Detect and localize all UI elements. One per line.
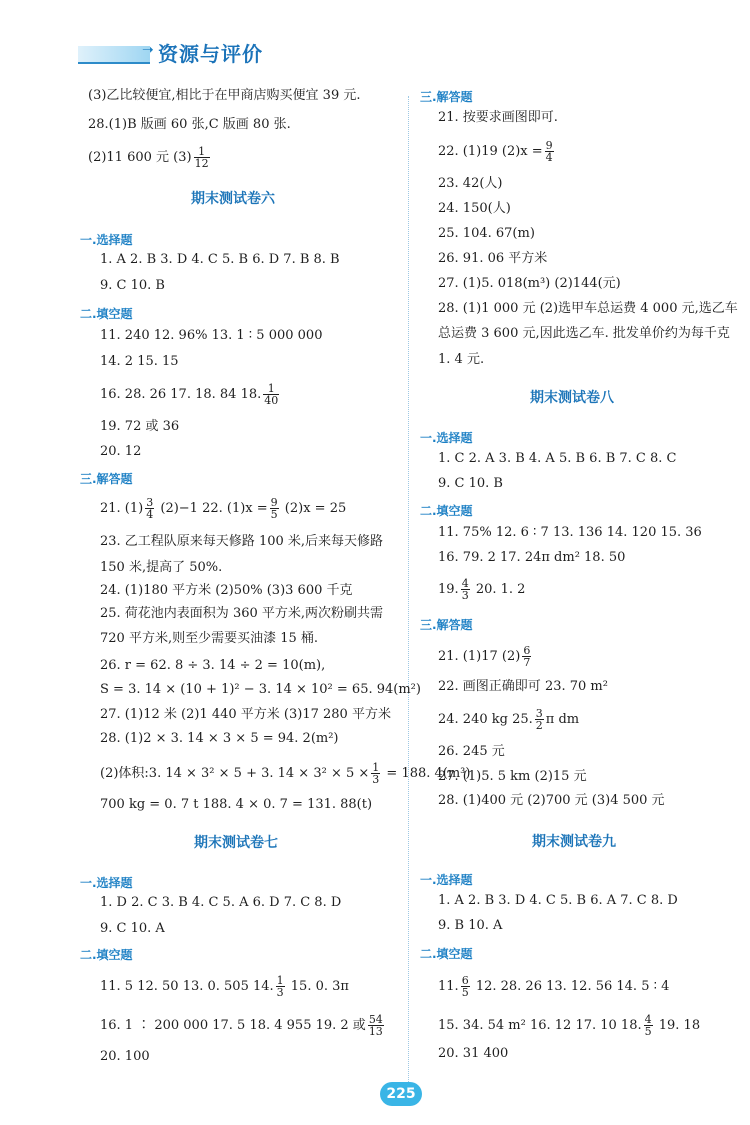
fraction: $\frac{1}{12}$ [194, 145, 209, 170]
section-heading: 一.选择题 [420, 873, 473, 887]
answer-line: 1. C 2. A 3. B 4. A 5. B 6. B 7. C 8. C [438, 451, 677, 466]
section-title-test-8: 期末测试卷八 [530, 390, 614, 406]
fraction: $\frac{4}{5}$ [644, 1013, 652, 1038]
answer-line: (3)乙比较便宜,相比于在甲商店购买便宜 39 元. [88, 88, 361, 103]
answer-line: 总运费 3 600 元,因此选乙车. 批发单价约为每千克 [438, 326, 730, 341]
fraction: $\frac{1}{3}$ [372, 761, 380, 786]
answer-line: 9. C 10. A [100, 921, 165, 936]
section-heading: 三.解答题 [80, 472, 133, 486]
answer-line: 19. $\frac{4}{3}$ 20. 1. 2 [438, 577, 526, 602]
answer-line: 25. 104. 67(m) [438, 226, 535, 241]
section-heading: 二.填空题 [80, 307, 133, 321]
fraction: $\frac{3}{4}$ [146, 496, 154, 521]
answer-line: 20. 100 [100, 1049, 150, 1064]
section-heading: 三.解答题 [420, 90, 473, 104]
answer-line: 16. 28. 26 17. 18. 84 18. $\frac{1}{40}$ [100, 382, 279, 407]
fraction: $\frac{4}{3}$ [461, 577, 469, 602]
answer-line: 26. 91. 06 平方米 [438, 251, 548, 266]
section-heading: 一.选择题 [80, 876, 133, 890]
answer-line: 11. $\frac{6}{5}$ 12. 28. 26 13. 12. 56 14. 5 ∶ 4 [438, 974, 670, 999]
fraction: $\frac{9}{4}$ [545, 139, 553, 164]
answer-line: 24. 240 kg 25. $\frac{3}{2}$ π dm [438, 707, 580, 732]
fraction: $\frac{1}{40}$ [264, 382, 279, 407]
answer-line: 9. B 10. A [438, 918, 503, 933]
section-heading: 一.选择题 [420, 431, 473, 445]
answer-line: 28. (1)1 000 元 (2)选甲车总运费 4 000 元,选乙车 [438, 301, 738, 316]
fraction: $\frac{1}{3}$ [276, 974, 284, 999]
column-divider [408, 96, 409, 1096]
answer-line: 1. D 2. C 3. B 4. C 5. A 6. D 7. C 8. D [100, 895, 342, 910]
answer-line: 23. 42(人) [438, 176, 503, 191]
answer-line: 150 米,提高了 50%. [100, 560, 223, 575]
arrow-icon: ➝ [142, 42, 154, 58]
section-heading: 三.解答题 [420, 618, 473, 632]
header-title: 资源与评价 [158, 42, 263, 66]
answer-line: 1. A 2. B 3. D 4. C 5. B 6. A 7. C 8. D [438, 893, 678, 908]
section-heading: 二.填空题 [80, 948, 133, 962]
answer-line: 27. (1)12 米 (2)1 440 平方米 (3)17 280 平方米 [100, 707, 391, 722]
answer-line: 27. (1)5. 018(m³) (2)144(元) [438, 276, 621, 291]
answer-line: 700 kg = 0. 7 t 188. 4 × 0. 7 = 131. 88(t) [100, 797, 373, 812]
answer-line: 21. (1)17 (2) $\frac{6}{7}$ [438, 644, 531, 669]
answer-line: 11. 75% 12. 6 ∶ 7 13. 136 14. 120 15. 36 [438, 525, 702, 540]
fraction: $\frac{6}{5}$ [461, 974, 469, 999]
answer-line: S = 3. 14 × (10 + 1)² − 3. 14 × 10² = 65. 94(m²) [100, 682, 421, 697]
page-number-badge: 225 [380, 1082, 422, 1106]
answer-line: 24. (1)180 平方米 (2)50% (3)3 600 千克 [100, 583, 353, 598]
fraction: $\frac{6}{7}$ [523, 644, 531, 669]
section-heading: 一.选择题 [80, 233, 133, 247]
answer-line: 720 平方米,则至少需要买油漆 15 桶. [100, 631, 319, 646]
answer-line: (2)11 600 元 (3) $\frac{1}{12}$ [88, 145, 209, 170]
section-title-test-7: 期末测试卷七 [194, 835, 278, 851]
answer-line: 28. (1)2 × 3. 14 × 3 × 5 = 94. 2(m²) [100, 731, 339, 746]
answer-line: 16. 1 ∶ 200 000 17. 5 18. 4 955 19. 2 或 $\frac{54}{13}$ [100, 1013, 383, 1038]
answer-line: (2)体积:3. 14 × 3² × 5 + 3. 14 × 3² × 5 × $\frac{1}{3}$ = 188. 4(m³) [100, 761, 471, 786]
answer-line: 21. 按要求画图即可. [438, 110, 558, 125]
header-decoration [78, 46, 150, 64]
answer-line: 15. 34. 54 m² 16. 12 17. 10 18. $\frac{4}{5}$ 19. 18 [438, 1013, 701, 1038]
answer-line: 20. 12 [100, 444, 142, 459]
answer-line: 16. 79. 2 17. 24π dm² 18. 50 [438, 550, 626, 565]
answer-line: 11. 5 12. 50 13. 0. 505 14. $\frac{1}{3}$ 15. 0. 3π [100, 974, 349, 999]
answer-line: 24. 150(人) [438, 201, 511, 216]
answer-line: 27. (1)5. 5 km (2)15 元 [438, 769, 587, 784]
answer-line: 26. 245 元 [438, 744, 505, 759]
answer-line: 26. r = 62. 8 ÷ 3. 14 ÷ 2 = 10(m), [100, 658, 326, 673]
section-title-test-6: 期末测试卷六 [191, 191, 275, 207]
answer-line: 21. (1) $\frac{3}{4}$ (2)−1 22. (1)x = $\frac{9}{5}$ (2)x = 25 [100, 496, 347, 521]
answer-line: 23. 乙工程队原来每天修路 100 米,后来每天修路 [100, 534, 384, 549]
answer-line: 25. 荷花池内表面积为 360 平方米,两次粉刷共需 [100, 606, 384, 621]
fraction: $\frac{9}{5}$ [270, 496, 278, 521]
fraction: $\frac{3}{2}$ [535, 707, 543, 732]
answer-line: 19. 72 或 36 [100, 419, 180, 434]
answer-line: 9. C 10. B [438, 476, 503, 491]
answer-line: 14. 2 15. 15 [100, 354, 179, 369]
page-header [78, 38, 268, 66]
answer-line: 9. C 10. B [100, 278, 165, 293]
answer-line: 1. 4 元. [438, 352, 485, 367]
answer-line: 28. (1)400 元 (2)700 元 (3)4 500 元 [438, 793, 665, 808]
answer-line: 11. 240 12. 96% 13. 1 ∶ 5 000 000 [100, 328, 323, 343]
answer-line: 22. (1)19 (2)x = $\frac{9}{4}$ [438, 139, 553, 164]
answer-line: 22. 画图正确即可 23. 70 m² [438, 679, 608, 694]
fraction: $\frac{54}{13}$ [368, 1013, 383, 1038]
answer-line: 28.(1)B 版画 60 张,C 版画 80 张. [88, 117, 291, 132]
section-heading: 二.填空题 [420, 504, 473, 518]
answer-line: 1. A 2. B 3. D 4. C 5. B 6. D 7. B 8. B [100, 252, 340, 267]
answer-line: 20. 31 400 [438, 1046, 509, 1061]
section-title-test-9: 期末测试卷九 [532, 834, 616, 850]
section-heading: 二.填空题 [420, 947, 473, 961]
